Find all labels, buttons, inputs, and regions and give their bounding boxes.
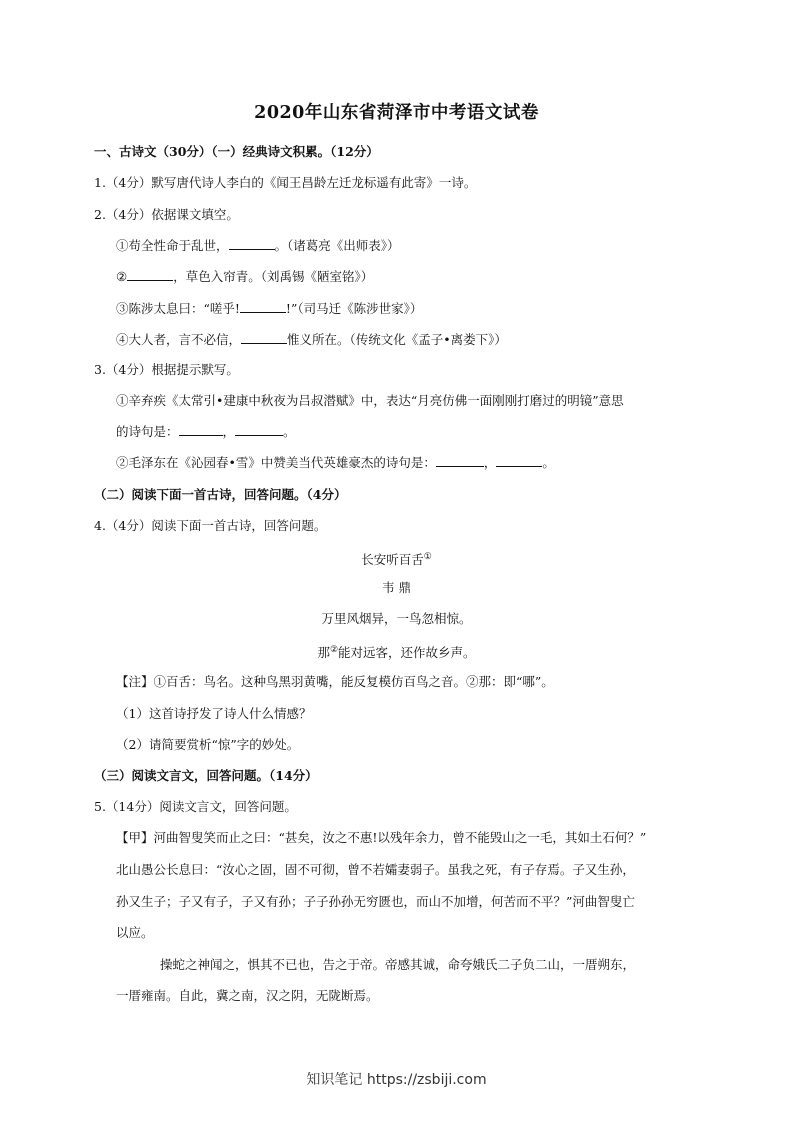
text: ④大人者，言不必信， [116, 332, 242, 347]
text: 惟义所在。（传统文化《孟子•离娄下》） [287, 332, 507, 347]
passage-jia-line-3: 孙又生子；子又有子，子又有孙；子子孙孙无穷匮也，而山不加增，何苦而不平？”河曲智叟亡 [116, 894, 635, 909]
page-title: 2020年山东省菏泽市中考语文试卷 [254, 103, 539, 123]
question-2-item-4 [116, 331, 507, 349]
poem-title [0, 548, 793, 569]
question-1: 1.（4分）默写唐代诗人李白的《闻王昌龄左迁龙标遥有此寄》一诗。 [94, 175, 477, 190]
poem-line-1: 万里风烟异，一鸟忽相惊。 [321, 611, 472, 626]
question-3-stem: 3.（4分）根据提示默写。 [94, 362, 239, 377]
question-4-sub-1: （1）这首诗抒发了诗人什么情感？ [116, 706, 312, 721]
answer-blank[interactable] [179, 423, 223, 436]
text: !”（司马迁《陈涉世家》） [285, 301, 423, 316]
text: ②毛泽东在《沁园春•雪》中赞美当代英雄豪杰的诗句是： [116, 455, 436, 470]
footer-watermark: 知识笔记 https://zsbiji.com [306, 1072, 487, 1088]
text: ，草色入帘青。（刘禹锡《陋室铭》） [173, 269, 374, 284]
text: ， [222, 424, 236, 439]
answer-blank[interactable] [240, 300, 286, 313]
section-2-header: （二）阅读下面一首古诗，回答问题。（4分） [94, 487, 347, 502]
section-1-header: 一、古诗文（30分）（一）经典诗文积累。（12分） [94, 144, 379, 159]
answer-blank[interactable] [127, 268, 173, 281]
text: ①苟全性命于乱世， [116, 238, 229, 253]
passage-jia-line-1: 【甲】河曲智叟笑而止之曰：“甚矣，汝之不惠!以残年余力，曾不能毁山之一毛，其如土石何？” [116, 830, 647, 845]
answer-blank[interactable] [496, 454, 542, 467]
text: ② [116, 269, 128, 284]
text: 那 [317, 645, 330, 661]
text: ， [483, 455, 497, 470]
question-2-item-2 [116, 268, 373, 286]
footnote-marker: ② [329, 645, 339, 655]
question-5-stem: 5.（14分）阅读文言文，回答问题。 [94, 799, 297, 814]
passage-jia-line-4: 以应。 [116, 925, 154, 940]
passage-jia-p2-line-2: 一厝雍南。自此，冀之南，汉之阴，无陇断焉。 [116, 988, 379, 1003]
question-4-stem: 4.（4分）阅读下面一首古诗，回答问题。 [94, 518, 327, 533]
answer-blank[interactable] [241, 331, 287, 344]
footnote-marker: ① [423, 552, 432, 562]
question-4-sub-2: （2）请简要赏析“惊”字的妙处。 [116, 737, 300, 752]
poem-line-2 [0, 641, 793, 662]
question-3-item-2 [116, 454, 555, 472]
passage-jia-p2-line-1: 操蛇之神闻之，惧其不已也，告之于帝。帝感其诚，命夸娥氏二子负二山，一厝朔东， [160, 957, 636, 972]
text: 长安听百舌 [361, 552, 424, 568]
text: 的诗句是： [116, 424, 179, 439]
section-3-header: （三）阅读文言文，回答问题。（14分） [94, 768, 318, 783]
text: ③陈涉太息曰：“嗟乎! [116, 301, 240, 316]
answer-blank[interactable] [229, 237, 275, 250]
text: 。 [283, 424, 296, 439]
question-2-item-1 [116, 237, 400, 255]
answer-blank[interactable] [235, 423, 283, 436]
question-3-item-1-line-1: ①辛弃疾《太常引•建康中秋夜为吕叔潜赋》中，表达“月亮仿佛一面刚刚打磨过的明镜”意思 [116, 393, 624, 408]
text: 。 [542, 455, 555, 470]
text: 。（诸葛亮《出师表》） [274, 238, 400, 253]
poem-note: 【注】①百舌：鸟名。这种鸟黑羽黄嘴，能反复模仿百鸟之音。②那：即“哪”。 [116, 674, 554, 689]
text: 能对远客，还作故乡声。 [338, 645, 476, 661]
question-2-item-3 [116, 300, 422, 318]
poem-author: 韦 鼎 [382, 580, 411, 595]
answer-blank[interactable] [436, 454, 484, 467]
question-2-stem: 2.（4分）依据课文填空。 [94, 207, 239, 222]
passage-jia-line-2: 北山愚公长息曰：“汝心之固，固不可彻，曾不若孀妻弱子。虽我之死，有子存焉。子又生孙， [116, 862, 635, 877]
question-3-item-1-line-2 [116, 423, 296, 441]
